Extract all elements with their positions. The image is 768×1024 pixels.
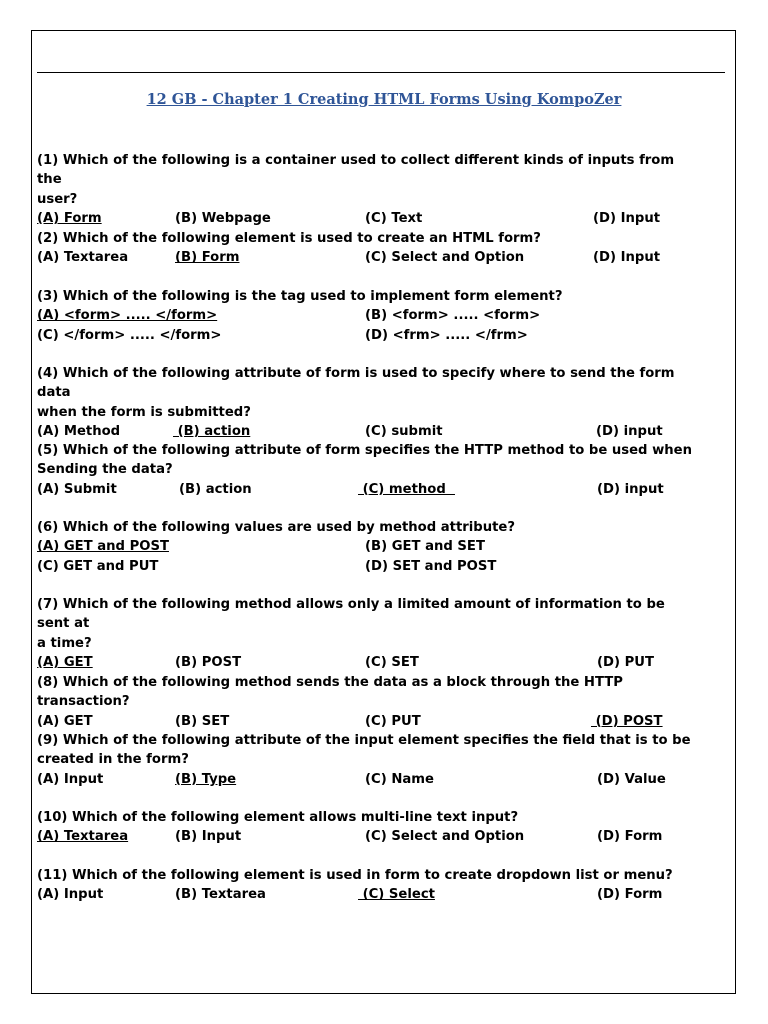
option-d: (D) Input (593, 250, 661, 266)
option-a: (A) GET (37, 654, 93, 670)
question-5 (37, 441, 697, 499)
options-row (37, 827, 697, 846)
question-text: (6) Which of the following values are used by method attribute? (37, 520, 516, 535)
option-c: (C) SET (365, 654, 419, 670)
question-text: (10) Which of the following element allows multi-line text input? (37, 810, 519, 825)
question-text: (4) Which of the following attribute of form is used to specify where to send the form data when the form is submitted? (37, 366, 675, 420)
question-text: (11) Which of the following element is used in form to create dropdown list or menu? (37, 868, 673, 883)
option-b: (B) GET and SET (365, 539, 485, 555)
options-row (37, 537, 697, 556)
options-row (37, 326, 697, 345)
option-d: (D) POST (591, 713, 663, 729)
option-d: (D) input (597, 481, 664, 497)
option-d: (D) Form (597, 887, 663, 903)
option-a: (A) GET (37, 713, 93, 729)
page-title: 12 GB - Chapter 1 Creating HTML Forms Using KompoZer (146, 91, 622, 108)
option-a: (A) Method (37, 423, 121, 439)
question-3 (37, 287, 697, 345)
question-4 (37, 364, 697, 441)
header-rule (37, 72, 725, 73)
option-b: (B) Input (175, 829, 242, 845)
question-text: (1) Which of the following is a container used to collect different kinds of inputs from the user? (37, 153, 675, 207)
option-d: (D) Form (597, 829, 663, 845)
question-text: (9) Which of the following attribute of the input element specifies the field that is to be created in the form? (37, 733, 691, 768)
option-d: (D) Input (593, 210, 661, 226)
question-10 (37, 808, 697, 847)
option-b: (B) POST (175, 654, 242, 670)
option-c: (C) GET and PUT (37, 558, 159, 574)
option-c: (C) submit (365, 423, 443, 439)
question-2 (37, 229, 697, 268)
question-6 (37, 518, 697, 576)
options-row (37, 422, 697, 441)
question-7 (37, 595, 697, 672)
option-a: (A) Form (37, 210, 102, 226)
option-b: (B) <form> ..... <form> (365, 308, 541, 324)
question-1 (37, 151, 697, 228)
option-d: (D) <frm> ..... </frm> (365, 327, 528, 343)
option-c: (C) Select and Option (365, 250, 525, 266)
options-row (37, 653, 697, 672)
options-row (37, 885, 697, 904)
option-b: (B) SET (175, 713, 230, 729)
option-a: (A) Textarea (37, 829, 129, 845)
options-row (37, 712, 697, 731)
option-d: (D) Value (597, 771, 666, 787)
option-b: (B) Type (175, 771, 237, 787)
question-text: (8) Which of the following method sends the data as a block through the HTTP transaction? (37, 675, 628, 710)
option-c: (C) Select (358, 887, 435, 903)
option-b: (B) action (179, 481, 252, 497)
option-a: (A) Input (37, 887, 104, 903)
options-row (37, 306, 697, 325)
question-text: (2) Which of the following element is used to create an HTML form? (37, 231, 541, 246)
question-text: (7) Which of the following method allows only a limited amount of information to be sent at a time? (37, 597, 665, 651)
option-c: (C) Text (365, 210, 423, 226)
option-d: (D) PUT (597, 654, 654, 670)
option-c: (C) Name (365, 771, 434, 787)
option-a: (A) GET and POST (37, 539, 169, 555)
option-b: (B) Webpage (175, 210, 271, 226)
option-a: (A) Submit (37, 481, 117, 497)
question-11 (37, 866, 697, 905)
option-a: (A) Input (37, 771, 104, 787)
option-b: (B) action (173, 423, 251, 439)
options-row (37, 770, 697, 789)
options-row (37, 480, 697, 499)
question-text: (5) Which of the following attribute of form specifies the HTTP method to be used when Sending the data? (37, 443, 692, 478)
option-a: (A) Textarea (37, 250, 129, 266)
options-row (37, 557, 697, 576)
question-8 (37, 673, 697, 731)
question-9 (37, 731, 697, 789)
option-d: (D) input (596, 423, 663, 439)
option-b: (B) Textarea (175, 887, 266, 903)
option-a: (A) <form> ..... </form> (37, 308, 218, 324)
options-row (37, 209, 697, 228)
option-c: (C) PUT (365, 713, 421, 729)
options-row (37, 248, 697, 267)
option-c: (C) Select and Option (365, 829, 525, 845)
question-text: (3) Which of the following is the tag used to implement form element? (37, 289, 563, 304)
option-c: (C) method (358, 481, 455, 497)
option-d: (D) SET and POST (365, 558, 497, 574)
option-b: (B) Form (175, 250, 240, 266)
option-c: (C) </form> ..... </form> (37, 327, 222, 343)
